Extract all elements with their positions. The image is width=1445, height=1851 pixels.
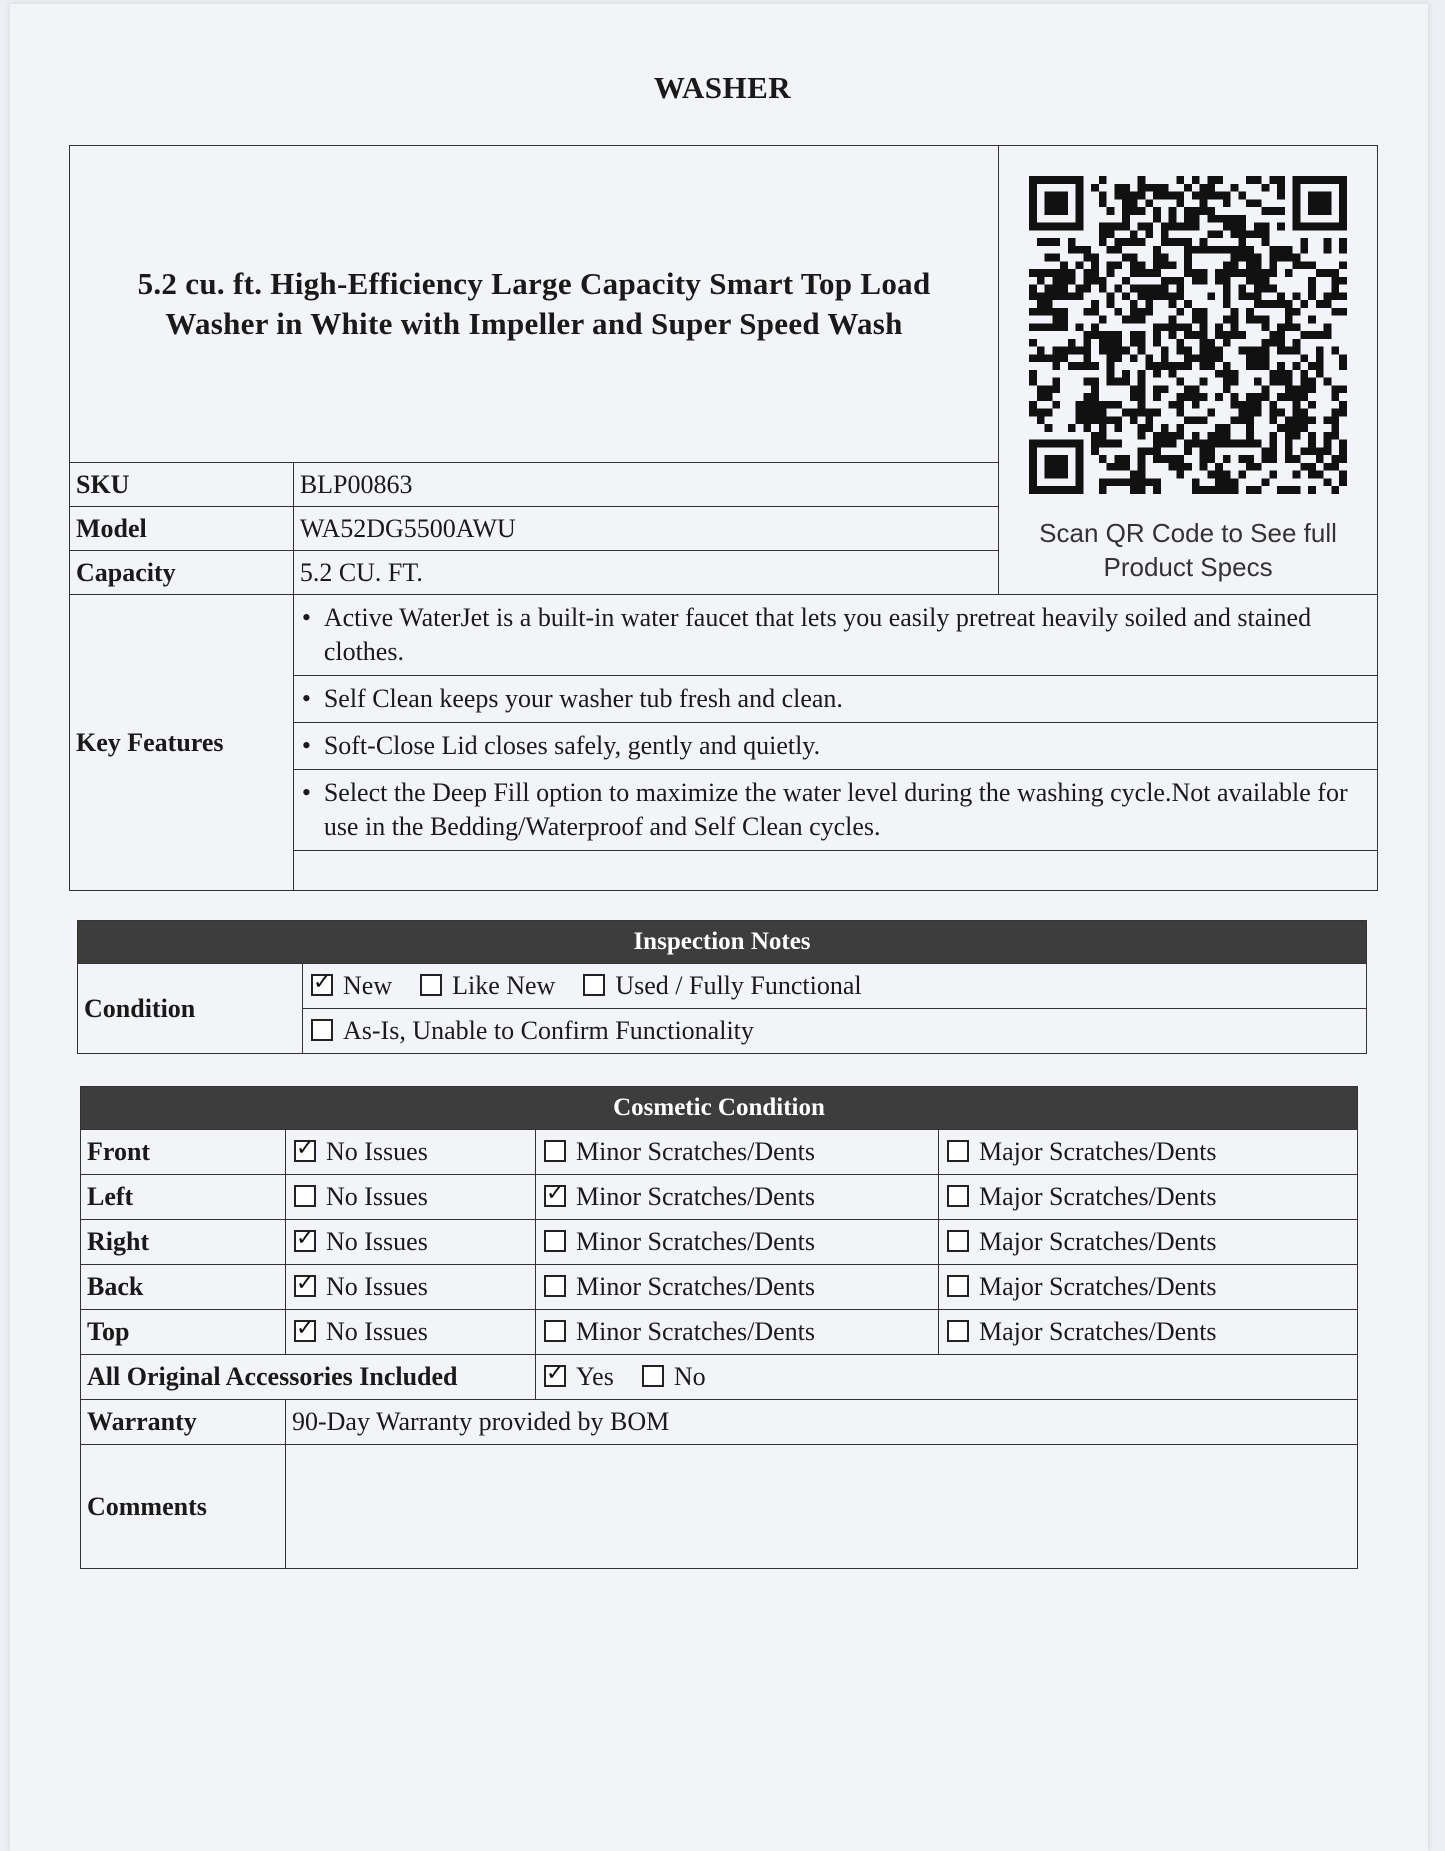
- key-features-label: Key Features: [70, 595, 294, 891]
- checkbox-icon[interactable]: [294, 1185, 316, 1207]
- cosmetic-row-label: Front: [81, 1130, 286, 1175]
- option-label: No Issues: [326, 1137, 428, 1166]
- qr-caption: [999, 516, 1377, 584]
- cosmetic-option[interactable]: [939, 1175, 1358, 1220]
- cosmetic-row: [81, 1220, 1358, 1265]
- option-label: No Issues: [326, 1227, 428, 1256]
- feature-text: Select the Deep Fill option to maximize the water level during the washing cycle.Not available for use in the Bedding/Waterproof and Self Clean cycles.: [323, 778, 1348, 841]
- option-label: Minor Scratches/Dents: [576, 1272, 816, 1301]
- checkbox-icon[interactable]: [583, 974, 605, 996]
- sku-label: SKU: [70, 463, 294, 507]
- capacity-label: Capacity: [70, 551, 294, 595]
- feature-text: Self Clean keeps your washer tub fresh and clean.: [323, 684, 843, 713]
- product-name: [70, 146, 999, 463]
- cosmetic-row: [81, 1175, 1358, 1220]
- cosmetic-row: [81, 1310, 1358, 1355]
- option-label: Major Scratches/Dents: [979, 1272, 1217, 1301]
- accessories-yes-option[interactable]: [544, 1362, 614, 1391]
- option-label: Minor Scratches/Dents: [576, 1182, 816, 1211]
- option-label: Major Scratches/Dents: [979, 1227, 1217, 1256]
- option-label: No Issues: [326, 1182, 428, 1211]
- checkbox-icon[interactable]: [544, 1275, 566, 1297]
- option-label: Minor Scratches/Dents: [576, 1227, 816, 1256]
- condition-option-like-new[interactable]: [420, 971, 555, 1000]
- checkbox-icon[interactable]: [544, 1140, 566, 1162]
- cosmetic-row: [81, 1130, 1358, 1175]
- bullet-icon: •: [301, 684, 311, 713]
- feature-item: [293, 595, 1377, 676]
- accessories-label: All Original Accessories Included: [81, 1355, 536, 1400]
- feature-text: Soft-Close Lid closes safely, gently and quietly.: [323, 731, 821, 760]
- cosmetic-row-label: Top: [81, 1310, 286, 1355]
- option-label: Like New: [452, 971, 556, 1000]
- comments-field[interactable]: [286, 1445, 1358, 1569]
- option-label: Minor Scratches/Dents: [576, 1317, 816, 1346]
- accessories-options: [536, 1355, 1358, 1400]
- product-table: [69, 145, 1378, 891]
- product-name-line1: 5.2 cu. ft. High-Efficiency Large Capacity Smart Top Load: [137, 266, 931, 301]
- warranty-value: 90-Day Warranty provided by BOM: [286, 1400, 1358, 1445]
- inspection-header: Inspection Notes: [78, 921, 1367, 964]
- checkbox-icon[interactable]: [544, 1320, 566, 1342]
- checkbox-icon[interactable]: [294, 1140, 316, 1162]
- qr-caption-line1: Scan QR Code to See full: [1039, 518, 1337, 548]
- capacity-value: 5.2 CU. FT.: [293, 551, 998, 595]
- option-label: No Issues: [326, 1272, 428, 1301]
- cosmetic-option[interactable]: [536, 1310, 939, 1355]
- cosmetic-option[interactable]: [939, 1265, 1358, 1310]
- qr-cell: [999, 146, 1378, 595]
- checkbox-icon[interactable]: [642, 1365, 664, 1387]
- cosmetic-option[interactable]: [286, 1130, 536, 1175]
- checkbox-icon[interactable]: [311, 974, 333, 996]
- checkbox-icon[interactable]: [947, 1230, 969, 1252]
- checkbox-icon[interactable]: [420, 974, 442, 996]
- checkbox-icon[interactable]: [947, 1185, 969, 1207]
- checkbox-icon[interactable]: [294, 1230, 316, 1252]
- cosmetic-header: Cosmetic Condition: [81, 1087, 1358, 1130]
- qr-code-icon[interactable]: [1029, 176, 1347, 494]
- bullet-icon: •: [301, 731, 311, 760]
- option-label: No Issues: [326, 1317, 428, 1346]
- checkbox-icon[interactable]: [311, 1019, 333, 1041]
- cosmetic-option[interactable]: [286, 1265, 536, 1310]
- cosmetic-row-label: Right: [81, 1220, 286, 1265]
- condition-option-new[interactable]: [311, 971, 392, 1000]
- cosmetic-option[interactable]: [536, 1130, 939, 1175]
- accessories-no-option[interactable]: [642, 1362, 706, 1391]
- option-label: Major Scratches/Dents: [979, 1137, 1217, 1166]
- cosmetic-table: [80, 1086, 1358, 1569]
- condition-label: Condition: [78, 964, 303, 1054]
- inspection-table: [77, 920, 1367, 1054]
- checkbox-icon[interactable]: [947, 1320, 969, 1342]
- cosmetic-option[interactable]: [536, 1265, 939, 1310]
- comments-label: Comments: [81, 1445, 286, 1569]
- condition-options-row2: [303, 1009, 1367, 1054]
- checkbox-icon[interactable]: [294, 1275, 316, 1297]
- feature-empty-row: [293, 851, 1377, 891]
- option-label: New: [343, 971, 393, 1000]
- cosmetic-option[interactable]: [536, 1175, 939, 1220]
- condition-option-as-is[interactable]: [311, 1016, 754, 1045]
- product-name-line2: Washer in White with Impeller and Super Speed Wash: [165, 306, 903, 341]
- checkbox-icon[interactable]: [544, 1230, 566, 1252]
- checkbox-icon[interactable]: [947, 1140, 969, 1162]
- sku-value: BLP00863: [293, 463, 998, 507]
- cosmetic-option[interactable]: [939, 1130, 1358, 1175]
- warranty-label: Warranty: [81, 1400, 286, 1445]
- feature-item: [293, 770, 1377, 851]
- qr-caption-line2: Product Specs: [1103, 552, 1273, 582]
- option-label: As-Is, Unable to Confirm Functionality: [343, 1016, 754, 1045]
- checkbox-icon[interactable]: [294, 1320, 316, 1342]
- feature-text: Active WaterJet is a built-in water faucet that lets you easily pretreat heavily soiled and stained clothes.: [323, 603, 1312, 666]
- cosmetic-option[interactable]: [286, 1310, 536, 1355]
- bullet-icon: •: [301, 603, 311, 632]
- model-value: WA52DG5500AWU: [293, 507, 998, 551]
- option-label: Major Scratches/Dents: [979, 1182, 1217, 1211]
- option-label: No: [673, 1362, 706, 1391]
- cosmetic-option[interactable]: [939, 1220, 1358, 1265]
- cosmetic-option[interactable]: [939, 1310, 1358, 1355]
- feature-item: [293, 676, 1377, 723]
- cosmetic-option[interactable]: [286, 1175, 536, 1220]
- condition-option-used[interactable]: [583, 971, 861, 1000]
- feature-item: [293, 723, 1377, 770]
- bullet-icon: •: [301, 778, 311, 807]
- cosmetic-row-label: Back: [81, 1265, 286, 1310]
- condition-options-row1: [303, 964, 1367, 1009]
- option-label: Major Scratches/Dents: [979, 1317, 1217, 1346]
- option-label: Used / Fully Functional: [615, 971, 862, 1000]
- cosmetic-row: [81, 1265, 1358, 1310]
- checkbox-icon[interactable]: [544, 1185, 566, 1207]
- checkbox-icon[interactable]: [947, 1275, 969, 1297]
- model-label: Model: [70, 507, 294, 551]
- cosmetic-row-label: Left: [81, 1175, 286, 1220]
- document-title: WASHER: [653, 70, 792, 105]
- cosmetic-option[interactable]: [536, 1220, 939, 1265]
- option-label: Yes: [576, 1362, 614, 1391]
- checkbox-icon[interactable]: [544, 1365, 566, 1387]
- cosmetic-option[interactable]: [286, 1220, 536, 1265]
- option-label: Minor Scratches/Dents: [576, 1137, 816, 1166]
